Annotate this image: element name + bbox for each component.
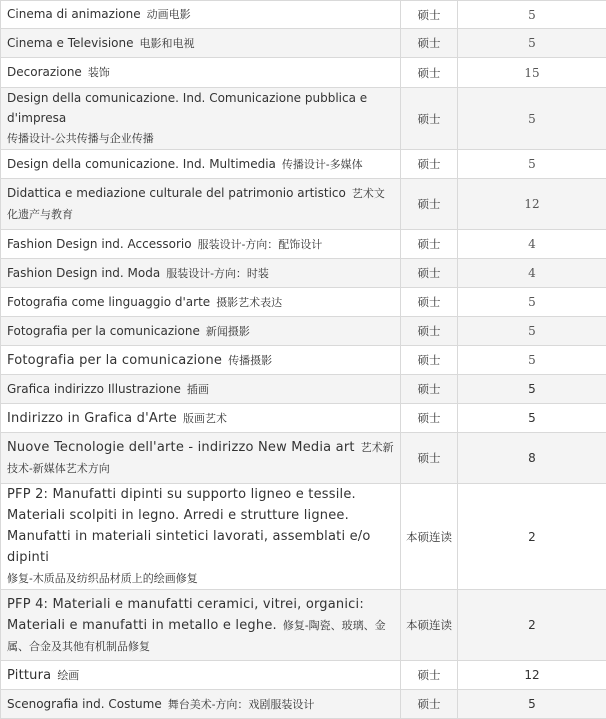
program-name-it: Fashion Design ind. Accessorio <box>7 237 192 251</box>
program-name-zh: 新闻摄影 <box>206 325 250 338</box>
degree-cell: 硕士 <box>401 230 458 259</box>
degree-cell: 硕士 <box>401 433 458 484</box>
table-row <box>1 29 606 58</box>
places-cell: 5 <box>458 288 606 317</box>
program-name-it: Scenografia ind. Costume <box>7 697 162 711</box>
table-row <box>1 150 606 179</box>
program-name-cell <box>1 288 401 317</box>
program-name-zh: 修复-陶瓷、玻璃、金属、合金及其他有机制品修复 <box>7 619 386 653</box>
program-name-cell <box>1 150 401 179</box>
places-cell: 4 <box>458 259 606 288</box>
program-name-cell <box>1 661 401 690</box>
degree-cell: 本硕连读 <box>401 590 458 661</box>
places-cell: 4 <box>458 230 606 259</box>
degree-cell: 硕士 <box>401 150 458 179</box>
places-cell: 5 <box>458 150 606 179</box>
places-cell: 5 <box>458 29 606 58</box>
table-row <box>1 259 606 288</box>
table-row <box>1 484 606 590</box>
program-name-cell <box>1 317 401 346</box>
places-cell: 5 <box>458 346 606 375</box>
program-name-zh: 摄影艺术表达 <box>216 296 282 309</box>
program-name-it: Grafica indirizzo Illustrazione <box>7 382 181 396</box>
degree-cell: 本硕连读 <box>401 484 458 590</box>
program-name-it: Cinema e Televisione <box>7 36 134 50</box>
table-row <box>1 661 606 690</box>
program-name-zh: 服装设计-方向：配饰设计 <box>198 238 323 251</box>
program-name-it: Fotografia per la comunicazione <box>7 324 200 338</box>
places-cell: 12 <box>458 661 606 690</box>
table-row <box>1 433 606 484</box>
table-row <box>1 1 606 29</box>
table-row <box>1 375 606 404</box>
program-name-cell <box>1 690 401 719</box>
degree-cell: 硕士 <box>401 375 458 404</box>
program-name-cell <box>1 58 401 88</box>
program-name-cell <box>1 433 401 484</box>
degree-cell: 硕士 <box>401 288 458 317</box>
program-name-cell <box>1 29 401 58</box>
program-name-it: Design della comunicazione. Ind. Comunicazione pubblica e d'impresa <box>7 91 367 125</box>
places-cell: 5 <box>458 1 606 29</box>
table-row <box>1 288 606 317</box>
program-name-zh: 艺术新技术-新媒体艺术方向 <box>7 441 394 475</box>
program-name-it: Didattica e mediazione culturale del patrimonio artistico <box>7 186 346 200</box>
program-name-zh: 电影和电视 <box>140 37 195 50</box>
program-name-cell <box>1 230 401 259</box>
program-name-it: Indirizzo in Grafica d'Arte <box>7 411 177 426</box>
program-name-cell <box>1 88 401 150</box>
program-name-zh: 传播设计-公共传播与企业传播 <box>7 132 154 145</box>
program-name-cell <box>1 590 401 661</box>
table-row <box>1 230 606 259</box>
places-cell: 12 <box>458 179 606 230</box>
places-cell: 15 <box>458 58 606 88</box>
degree-cell: 硕士 <box>401 29 458 58</box>
program-name-it: Fotografia per la comunicazione <box>7 353 222 368</box>
places-cell: 8 <box>458 433 606 484</box>
degree-cell: 硕士 <box>401 259 458 288</box>
table-row <box>1 346 606 375</box>
places-cell: 2 <box>458 590 606 661</box>
program-name-zh: 艺术文化遗产与教育 <box>7 187 385 221</box>
program-name-zh: 修复-木质品及纺织品材质上的绘画修复 <box>7 572 198 585</box>
program-name-it: Fashion Design ind. Moda <box>7 266 160 280</box>
program-name-zh: 动画电影 <box>147 8 191 21</box>
program-name-zh: 传播摄影 <box>228 354 272 367</box>
table-row <box>1 404 606 433</box>
program-name-cell <box>1 484 401 590</box>
table-row <box>1 179 606 230</box>
degree-cell: 硕士 <box>401 661 458 690</box>
program-name-it: Fotografia come linguaggio d'arte <box>7 295 210 309</box>
degree-cell: 硕士 <box>401 346 458 375</box>
program-name-zh: 绘画 <box>57 669 79 682</box>
program-name-zh: 服装设计-方向：时装 <box>166 267 269 280</box>
program-name-it: Decorazione <box>7 65 82 79</box>
degree-cell: 硕士 <box>401 404 458 433</box>
program-name-zh: 舞台美术-方向：戏剧服装设计 <box>168 698 315 711</box>
table-row <box>1 88 606 150</box>
degree-cell: 硕士 <box>401 1 458 29</box>
program-name-zh: 传播设计-多媒体 <box>282 158 363 171</box>
degree-cell: 硕士 <box>401 88 458 150</box>
program-name-it: Cinema di animazione <box>7 7 141 21</box>
program-name-it: Nuove Tecnologie dell'arte - indirizzo New Media art <box>7 440 355 455</box>
program-name-cell <box>1 375 401 404</box>
places-cell: 5 <box>458 317 606 346</box>
table-row <box>1 590 606 661</box>
places-cell: 5 <box>458 690 606 719</box>
degree-cell: 硕士 <box>401 317 458 346</box>
program-name-zh: 版画艺术 <box>183 412 227 425</box>
program-name-cell <box>1 179 401 230</box>
places-cell: 5 <box>458 88 606 150</box>
program-name-cell <box>1 346 401 375</box>
places-cell: 2 <box>458 484 606 590</box>
program-name-zh: 插画 <box>187 383 209 396</box>
program-name-it: Design della comunicazione. Ind. Multimedia <box>7 157 276 171</box>
degree-cell: 硕士 <box>401 690 458 719</box>
program-name-it: Pittura <box>7 668 51 683</box>
degree-cell: 硕士 <box>401 179 458 230</box>
program-name-cell <box>1 1 401 29</box>
program-name-cell <box>1 259 401 288</box>
table-row <box>1 58 606 88</box>
program-name-it: PFP 4: Materiali e manufatti ceramici, vitrei, organici: Materiali e manufatti in metallo e leghe. <box>7 597 364 633</box>
program-name-cell <box>1 404 401 433</box>
table-row <box>1 690 606 719</box>
program-name-zh: 装饰 <box>88 66 110 79</box>
places-cell: 5 <box>458 375 606 404</box>
degree-cell: 硕士 <box>401 58 458 88</box>
program-name-it: PFP 2: Manufatti dipinti su supporto ligneo e tessile. Materiali scolpiti in legno. Arredi e strutture lignee. Manufatti in materiali sintetici lavorati, assemblati e/o dipinti <box>7 487 371 565</box>
table-row <box>1 317 606 346</box>
places-cell: 5 <box>458 404 606 433</box>
